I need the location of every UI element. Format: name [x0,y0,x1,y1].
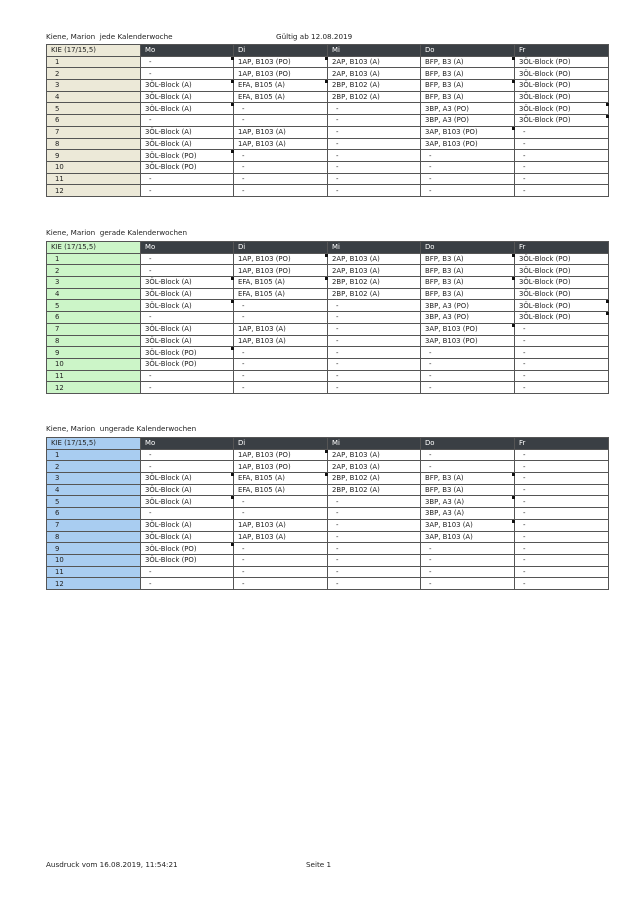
schedule-cell: - [515,531,609,543]
schedule-cell: 3ÖL-Block (A) [141,300,234,312]
schedule-cell: BFP, B3 (A) [421,265,515,277]
kie-header: KIE (17/15,5) [47,45,141,57]
period-number: 3 [47,80,141,92]
period-number: 7 [47,126,141,138]
schedule-cell: EFA, B105 (A) [234,80,328,92]
schedule-cell: - [328,554,421,566]
table-row [47,138,609,150]
schedule-cell: - [234,358,328,370]
timetable-every-week [46,44,609,197]
period-number: 4 [47,484,141,496]
table-row [47,382,609,394]
schedule-cell: - [141,449,234,461]
period-number: 11 [47,566,141,578]
schedule-cell: - [421,543,515,555]
schedule-cell: 3BP, A3 (PO) [421,300,515,312]
table-row [47,277,609,289]
schedule-cell: 3ÖL-Block (A) [141,288,234,300]
schedule-cell: - [141,253,234,265]
table-row [47,519,609,531]
schedule-cell: - [141,185,234,197]
schedule-cell: - [234,185,328,197]
schedule-cell: - [234,161,328,173]
schedule-cell: 1AP, B103 (PO) [234,68,328,80]
period-number: 7 [47,519,141,531]
schedule-cell: 2AP, B103 (A) [328,253,421,265]
schedule-cell: BFP, B3 (A) [421,80,515,92]
schedule-cell: - [234,103,328,115]
schedule-cell: 3AP, B103 (PO) [421,126,515,138]
schedule-cell: 3ÖL-Block (PO) [515,68,609,80]
schedule-cell: - [421,150,515,162]
schedule-cell: - [421,461,515,473]
period-number: 11 [47,370,141,382]
schedule-cell: - [515,508,609,520]
change-marker [606,312,609,315]
schedule-cell: - [328,543,421,555]
timetable-odd-weeks [46,437,609,590]
schedule-cell: - [234,370,328,382]
table-row [47,173,609,185]
table-row [47,461,609,473]
period-number: 7 [47,323,141,335]
schedule-cell: 3ÖL-Block (A) [141,531,234,543]
schedule-cell: 3BP, A3 (PO) [421,312,515,324]
schedule-cell: - [328,150,421,162]
schedule-cell: 1AP, B103 (PO) [234,253,328,265]
period-number: 12 [47,578,141,590]
schedule-cell: - [328,103,421,115]
schedule-cell: 2BP, B102 (A) [328,288,421,300]
schedule-cell: 3ÖL-Block (PO) [141,543,234,555]
schedule-cell: - [515,370,609,382]
period-number: 1 [47,56,141,68]
schedule-cell: - [234,150,328,162]
schedule-cell: 2BP, B102 (A) [328,473,421,485]
schedule-cell: - [421,161,515,173]
schedule-cell: 3ÖL-Block (PO) [141,554,234,566]
schedule-cell: BFP, B3 (A) [421,68,515,80]
schedule-cell: 2BP, B102 (A) [328,91,421,103]
schedule-cell: 3ÖL-Block (A) [141,80,234,92]
schedule-cell: 3BP, A3 (A) [421,496,515,508]
schedule-cell: - [328,138,421,150]
period-number: 2 [47,265,141,277]
schedule-cell: 3ÖL-Block (PO) [515,91,609,103]
table-row [47,288,609,300]
schedule-cell: - [421,566,515,578]
schedule-cell: - [141,461,234,473]
schedule-cell: BFP, B3 (A) [421,91,515,103]
schedule-cell: - [328,566,421,578]
schedule-cell: 3ÖL-Block (PO) [141,161,234,173]
schedule-cell: - [515,358,609,370]
schedule-cell: 1AP, B103 (A) [234,531,328,543]
table-row [47,508,609,520]
schedule-cell: - [141,508,234,520]
schedule-cell: 3ÖL-Block (A) [141,138,234,150]
schedule-cell: - [328,323,421,335]
period-number: 10 [47,161,141,173]
caption-text: Kiene, Marion gerade Kalenderwochen [46,228,188,237]
table-row [47,473,609,485]
period-number: 1 [47,449,141,461]
day-header: Do [421,438,515,450]
schedule-cell: 2BP, B102 (A) [328,80,421,92]
schedule-cell: EFA, B105 (A) [234,288,328,300]
schedule-cell: 1AP, B103 (A) [234,126,328,138]
schedule-cell: 3ÖL-Block (PO) [515,265,609,277]
schedule-cell: BFP, B3 (A) [421,277,515,289]
page-number: Seite 1 [306,860,332,869]
schedule-cell: 3ÖL-Block (A) [141,323,234,335]
schedule-cell: 3ÖL-Block (PO) [515,312,609,324]
header-row [47,45,609,57]
period-number: 4 [47,91,141,103]
schedule-cell: - [328,508,421,520]
schedule-cell: - [141,265,234,277]
period-number: 8 [47,335,141,347]
schedule-cell: - [328,519,421,531]
schedule-cell: - [328,358,421,370]
change-marker [606,115,609,118]
day-header: Mo [141,45,234,57]
schedule-cell: - [515,473,609,485]
schedule-cell: 3ÖL-Block (A) [141,91,234,103]
period-number: 2 [47,461,141,473]
schedule-cell: 2AP, B103 (A) [328,265,421,277]
schedule-cell: - [234,508,328,520]
schedule-cell: - [328,126,421,138]
schedule-cell: 3AP, B103 (A) [421,531,515,543]
schedule-cell: 1AP, B103 (A) [234,519,328,531]
table-row [47,554,609,566]
table-row [47,265,609,277]
schedule-cell: - [234,496,328,508]
schedule-cell: 1AP, B103 (A) [234,138,328,150]
schedule-cell: 3ÖL-Block (A) [141,126,234,138]
schedule-cell: - [515,126,609,138]
schedule-cell: 3AP, B103 (A) [421,519,515,531]
schedule-cell: - [234,578,328,590]
table-row [47,56,609,68]
schedule-cell: BFP, B3 (A) [421,288,515,300]
schedule-cell: - [515,519,609,531]
schedule-cell: EFA, B105 (A) [234,473,328,485]
schedule-cell: BFP, B3 (A) [421,484,515,496]
schedule-cell: BFP, B3 (A) [421,473,515,485]
schedule-cell: 3ÖL-Block (PO) [515,277,609,289]
schedule-cell: - [515,382,609,394]
header-row [47,438,609,450]
schedule-cell: - [515,496,609,508]
table-row [47,185,609,197]
schedule-cell: - [234,312,328,324]
schedule-cell: 2AP, B103 (A) [328,68,421,80]
schedule-cell: - [421,185,515,197]
schedule-cell: 2BP, B102 (A) [328,484,421,496]
table-row [47,80,609,92]
schedule-cell: - [328,312,421,324]
table-row [47,531,609,543]
schedule-cell: 1AP, B103 (A) [234,335,328,347]
schedule-cell: - [141,68,234,80]
schedule-cell: - [515,335,609,347]
table-row [47,300,609,312]
table-row [47,484,609,496]
period-number: 8 [47,138,141,150]
schedule-cell: - [421,370,515,382]
header-row [47,242,609,254]
table-row [47,566,609,578]
schedule-cell: 3BP, A3 (A) [421,508,515,520]
schedule-cell: - [328,382,421,394]
day-header: Mi [328,242,421,254]
schedule-cell: 3ÖL-Block (PO) [515,115,609,127]
schedule-cell: - [234,566,328,578]
schedule-cell: - [515,543,609,555]
table-row [47,126,609,138]
schedule-cell: - [234,115,328,127]
schedule-cell: - [421,578,515,590]
period-number: 6 [47,115,141,127]
schedule-cell: - [515,449,609,461]
schedule-cell: 3ÖL-Block (PO) [141,347,234,359]
schedule-cell: - [141,382,234,394]
kie-header: KIE (17/15,5) [47,242,141,254]
schedule-cell: 2AP, B103 (A) [328,461,421,473]
schedule-cell: - [234,300,328,312]
period-number: 10 [47,358,141,370]
schedule-cell: - [234,554,328,566]
period-number: 3 [47,473,141,485]
schedule-cell: 3ÖL-Block (A) [141,519,234,531]
schedule-cell: 2BP, B102 (A) [328,277,421,289]
schedule-cell: 3ÖL-Block (A) [141,473,234,485]
schedule-cell: 3ÖL-Block (PO) [515,288,609,300]
schedule-cell: - [328,115,421,127]
caption-text: Kiene, Marion jede Kalenderwoche [46,32,173,41]
schedule-cell: - [328,347,421,359]
change-marker [606,300,609,303]
schedule-cell: - [328,300,421,312]
schedule-cell: 3ÖL-Block (PO) [141,358,234,370]
table-row [47,358,609,370]
schedule-cell: EFA, B105 (A) [234,91,328,103]
schedule-cell: - [328,578,421,590]
schedule-cell: - [515,554,609,566]
schedule-cell: - [515,566,609,578]
schedule-cell: - [141,566,234,578]
period-number: 9 [47,347,141,359]
schedule-cell: 3ÖL-Block (A) [141,496,234,508]
schedule-cell: 3ÖL-Block (PO) [515,253,609,265]
schedule-cell: - [328,370,421,382]
schedule-cell: 3BP, A3 (PO) [421,115,515,127]
schedule-cell: - [328,185,421,197]
day-header: Fr [515,242,609,254]
schedule-cell: 3ÖL-Block (A) [141,277,234,289]
day-header: Mi [328,438,421,450]
schedule-cell: 3ÖL-Block (A) [141,335,234,347]
schedule-cell: - [234,543,328,555]
table-row [47,161,609,173]
schedule-cell: - [515,138,609,150]
schedule-cell: - [328,173,421,185]
schedule-cell: - [328,161,421,173]
schedule-cell: - [328,531,421,543]
schedule-cell: BFP, B3 (A) [421,56,515,68]
schedule-cell: EFA, B105 (A) [234,277,328,289]
schedule-cell: - [328,335,421,347]
schedule-cell: - [141,312,234,324]
schedule-cell: - [421,347,515,359]
day-header: Mo [141,242,234,254]
timetable-caption [46,32,353,41]
period-number: 12 [47,382,141,394]
table-row [47,323,609,335]
schedule-cell: - [234,347,328,359]
schedule-cell: 1AP, B103 (PO) [234,461,328,473]
table-row [47,449,609,461]
table-row [47,335,609,347]
schedule-cell: - [234,173,328,185]
schedule-cell: - [141,115,234,127]
schedule-cell: 3ÖL-Block (PO) [141,150,234,162]
table-row [47,115,609,127]
schedule-cell: - [421,382,515,394]
timetable-caption [46,228,187,237]
period-number: 12 [47,185,141,197]
schedule-cell: 3ÖL-Block (A) [141,103,234,115]
period-number: 5 [47,103,141,115]
schedule-cell: 1AP, B103 (PO) [234,56,328,68]
schedule-cell: 3ÖL-Block (PO) [515,80,609,92]
caption-text: Kiene, Marion ungerade Kalenderwochen [46,424,197,433]
schedule-cell: - [421,449,515,461]
period-number: 10 [47,554,141,566]
schedule-cell: 3ÖL-Block (PO) [515,56,609,68]
day-header: Di [234,45,328,57]
schedule-cell: 3BP, A3 (PO) [421,103,515,115]
print-timestamp: Ausdruck vom 16.08.2019, 11:54:21 [46,860,178,869]
period-number: 5 [47,300,141,312]
table-row [47,578,609,590]
schedule-cell: 3ÖL-Block (PO) [515,103,609,115]
day-header: Di [234,438,328,450]
schedule-cell: 1AP, B103 (A) [234,323,328,335]
schedule-cell: - [515,173,609,185]
kie-header: KIE (17/15,5) [47,438,141,450]
period-number: 6 [47,508,141,520]
timetable-caption [46,424,196,433]
table-row [47,103,609,115]
schedule-cell: BFP, B3 (A) [421,253,515,265]
day-header: Fr [515,438,609,450]
period-number: 9 [47,150,141,162]
period-number: 6 [47,312,141,324]
schedule-cell: - [234,382,328,394]
period-number: 1 [47,253,141,265]
day-header: Mi [328,45,421,57]
table-row [47,543,609,555]
schedule-cell: - [515,484,609,496]
timetable-even-weeks [46,241,609,394]
schedule-cell: - [328,496,421,508]
day-header: Mo [141,438,234,450]
schedule-cell: - [141,578,234,590]
period-number: 2 [47,68,141,80]
schedule-cell: 3ÖL-Block (A) [141,484,234,496]
schedule-cell: 2AP, B103 (A) [328,449,421,461]
schedule-cell: 1AP, B103 (PO) [234,265,328,277]
day-header: Fr [515,45,609,57]
schedule-cell: - [141,370,234,382]
day-header: Do [421,45,515,57]
schedule-cell: 3AP, B103 (PO) [421,335,515,347]
schedule-cell: 2AP, B103 (A) [328,56,421,68]
period-number: 8 [47,531,141,543]
table-row [47,347,609,359]
schedule-cell: - [515,347,609,359]
schedule-cell: EFA, B105 (A) [234,484,328,496]
schedule-cell: - [141,56,234,68]
schedule-cell: - [515,150,609,162]
period-number: 5 [47,496,141,508]
period-number: 11 [47,173,141,185]
schedule-cell: 3ÖL-Block (PO) [515,300,609,312]
schedule-cell: - [421,554,515,566]
schedule-cell: 3AP, B103 (PO) [421,138,515,150]
table-row [47,253,609,265]
period-number: 4 [47,288,141,300]
schedule-cell: - [515,323,609,335]
schedule-cell: - [515,461,609,473]
period-number: 3 [47,277,141,289]
schedule-cell: - [515,578,609,590]
valid-from-label: Gültig ab 12.08.2019 [276,32,353,41]
schedule-cell: 3AP, B103 (PO) [421,323,515,335]
schedule-cell: - [421,358,515,370]
period-number: 9 [47,543,141,555]
schedule-cell: - [515,185,609,197]
change-marker [606,103,609,106]
table-row [47,68,609,80]
schedule-cell: - [141,173,234,185]
schedule-cell: - [515,161,609,173]
table-row [47,312,609,324]
schedule-cell: 1AP, B103 (PO) [234,449,328,461]
day-header: Di [234,242,328,254]
table-row [47,370,609,382]
table-row [47,150,609,162]
table-row [47,496,609,508]
day-header: Do [421,242,515,254]
schedule-cell: - [421,173,515,185]
table-row [47,91,609,103]
